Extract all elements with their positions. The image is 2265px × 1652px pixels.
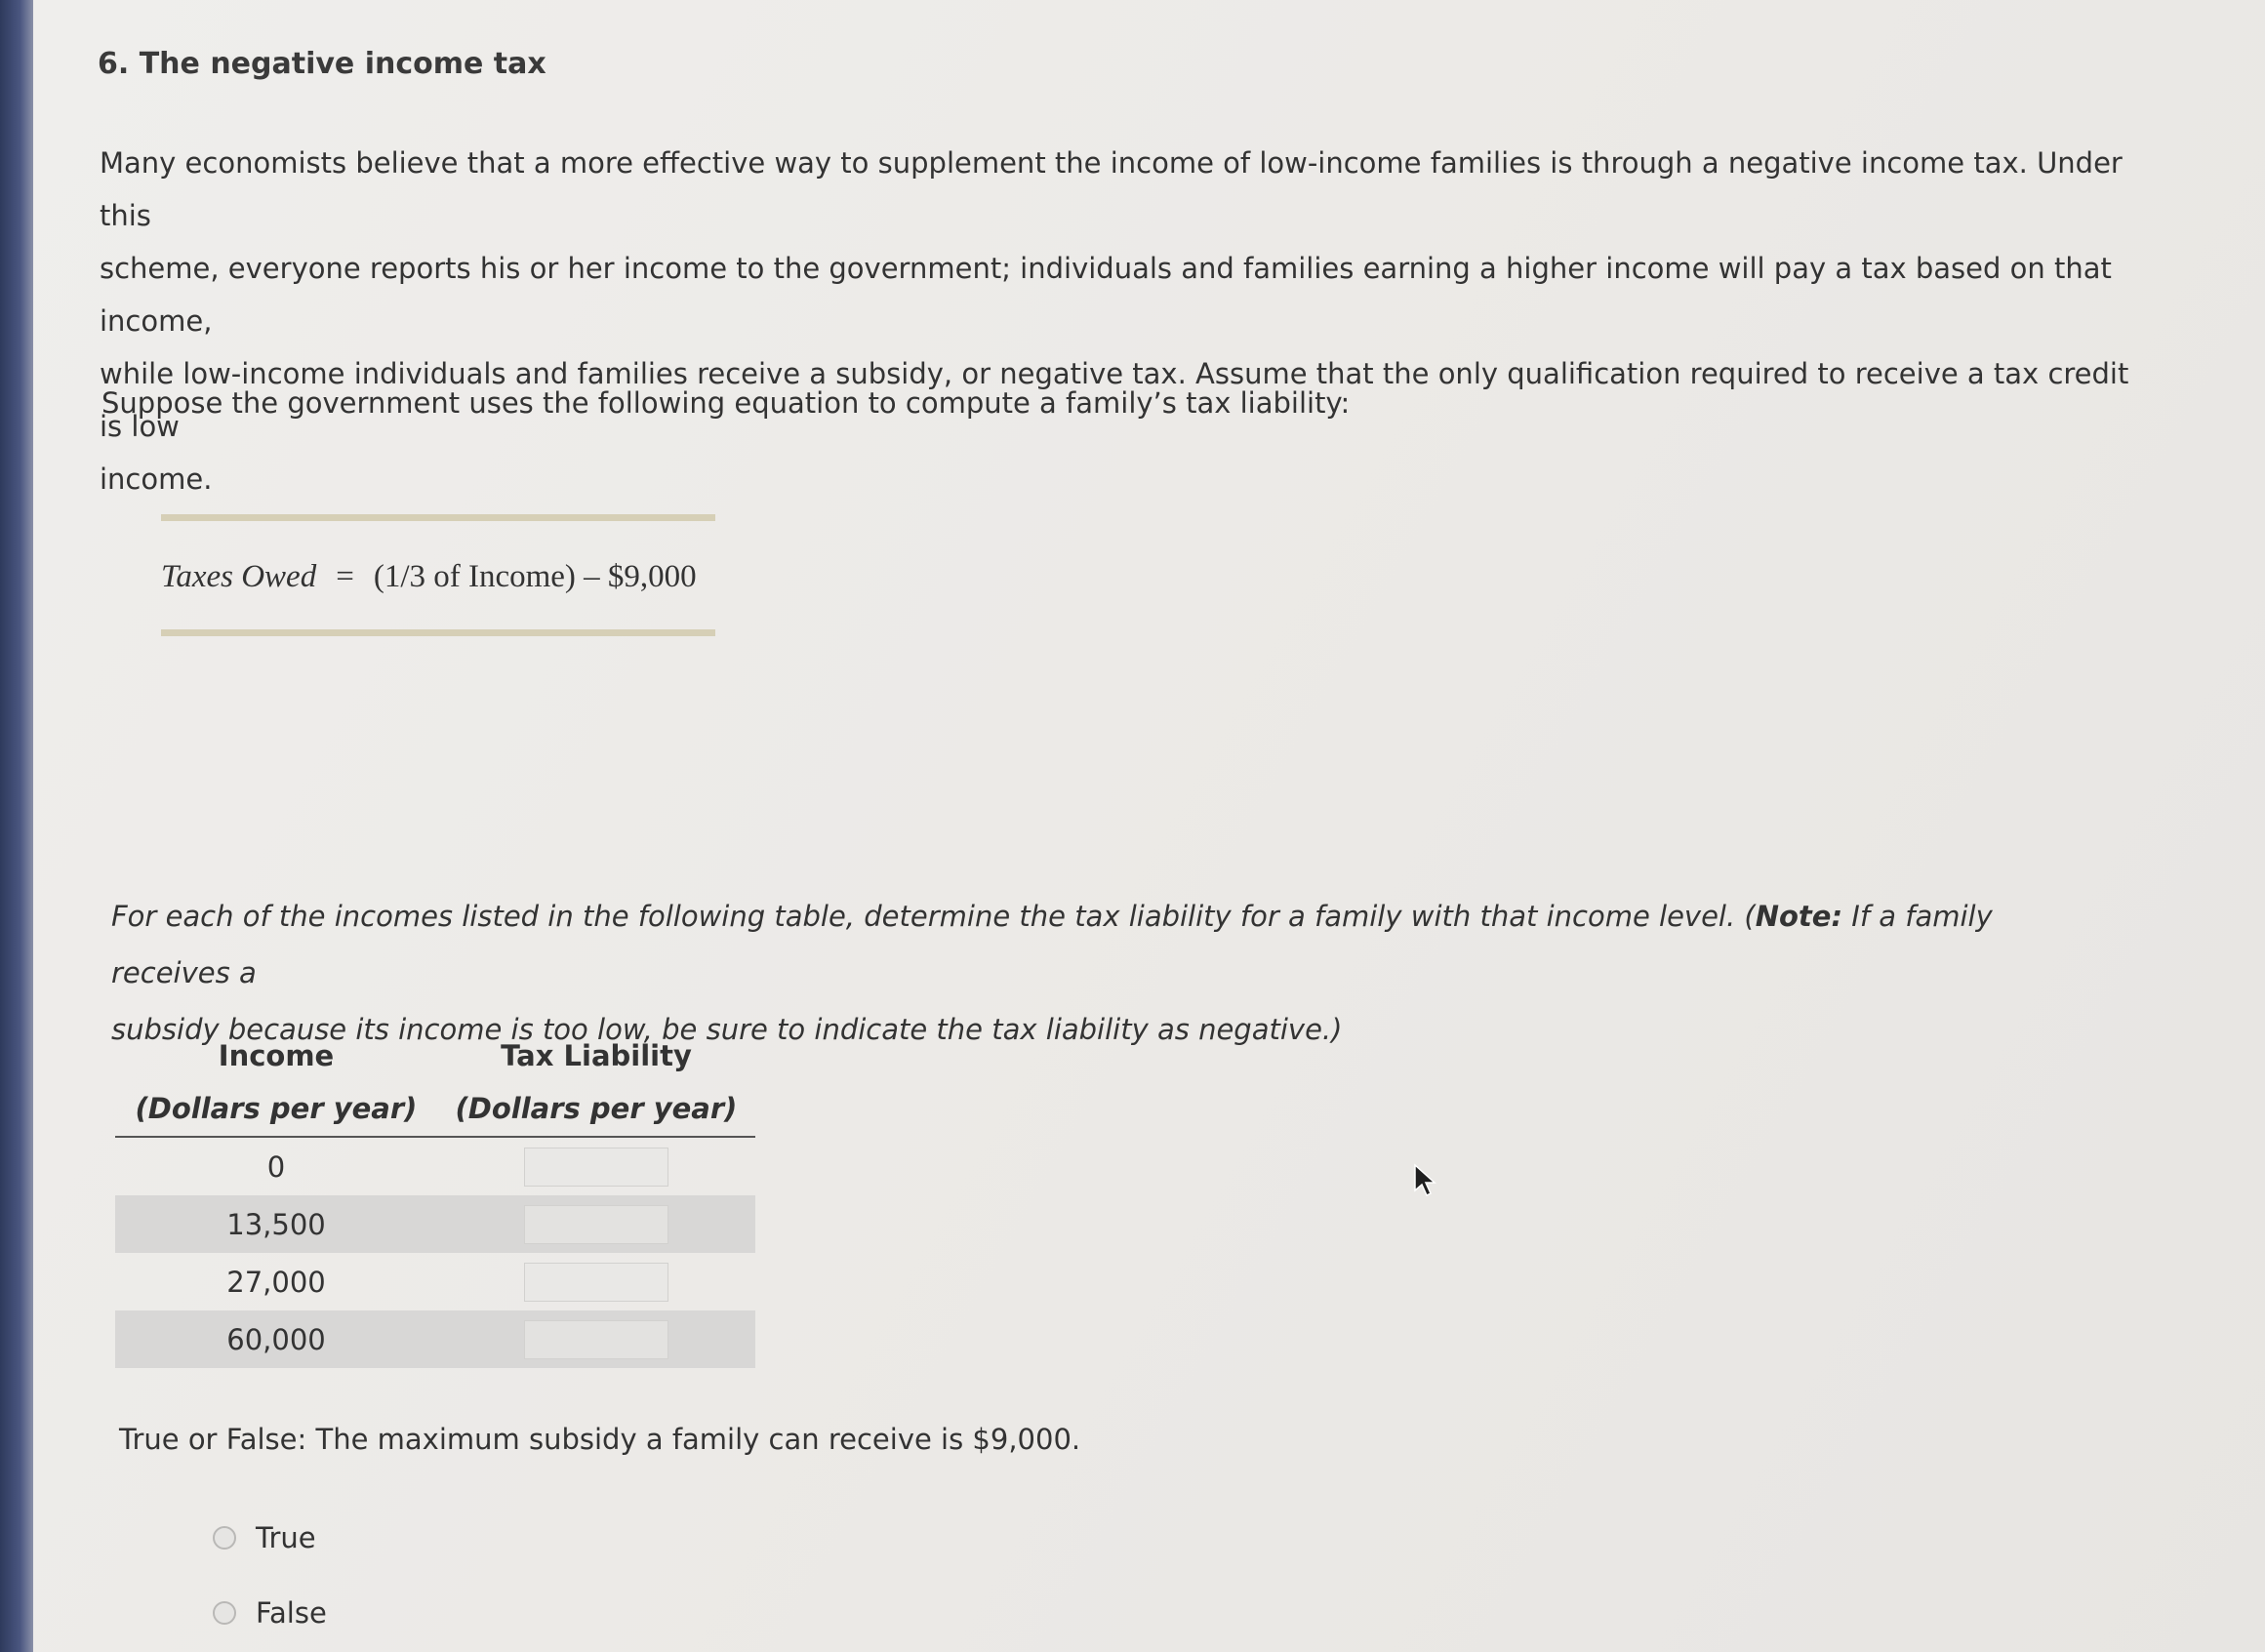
intro-line: scheme, everyone reports his or her income to the government; individuals and families earning a higher income will pay a tax based on that income, [100,252,2112,338]
tax-unit-header: (Dollars per year) [455,1092,738,1125]
tax-liability-input[interactable] [524,1320,668,1359]
tax-liability-input[interactable] [524,1148,668,1187]
equation-top-rule [161,514,715,521]
false-option[interactable] [213,1596,327,1630]
radio-button-icon[interactable] [213,1526,236,1550]
income-unit-header: (Dollars per year) [135,1092,418,1125]
table-row [115,1253,755,1310]
tax-liability-input[interactable] [524,1263,668,1302]
equation-text [161,559,697,595]
income-cell: 13,500 [226,1207,326,1241]
income-cell: 0 [266,1149,286,1184]
screen-left-edge [0,0,33,1652]
intro-paragraph [100,137,2139,505]
tax-cell [437,1205,755,1244]
income-cell: 27,000 [226,1265,326,1299]
note-label: Note: [1755,900,1843,933]
equation-lhs: Taxes Owed [161,559,317,594]
intro-line: while low-income individuals and families receive a subsidy, or negative tax. Assume that the only qualification required to receive a tax credit is low [100,357,2129,443]
instructions-note-text: If a family receives a [111,900,1993,989]
intro-line: income. [100,463,213,496]
table-header-row [115,1030,755,1081]
equation-bottom-rule [161,629,715,636]
equation-rhs: (1/3 of Income) – $9,000 [373,559,697,594]
radio-button-icon[interactable] [213,1601,236,1625]
instructions-text: For each of the incomes listed in the following table, determine the tax liability for a family with that income level. ( [111,900,1756,933]
true-false-question: True or False: The maximum subsidy a family can receive is $9,000. [119,1423,1081,1456]
intro-line: Many economists believe that a more effective way to supplement the income of low-income families is through a negative income tax. Under this [100,146,2123,232]
tax-liability-table [115,1030,755,1368]
table-row [115,1310,755,1368]
tax-cell [437,1263,755,1302]
instructions-line-1 [111,888,2063,1001]
equation-equals: = [336,559,354,594]
suppose-text: Suppose the government uses the following equation to compute a family’s tax liability: [101,386,1351,420]
table-row [115,1138,755,1195]
income-cell: 60,000 [226,1322,326,1356]
tax-liability-header: Tax Liability [501,1039,692,1072]
mouse-pointer-icon [1413,1163,1438,1198]
tax-liability-input[interactable] [524,1205,668,1244]
question-title: 6. The negative income tax [98,47,546,81]
income-header: Income [218,1039,335,1072]
table-row [115,1195,755,1253]
true-option[interactable] [213,1521,316,1554]
false-option-label[interactable]: False [256,1596,327,1630]
tax-cell [437,1320,755,1359]
instructions-line-2: subsidy because its income is too low, be sure to indicate the tax liability as negative.) [111,1013,1343,1046]
tax-equation [161,514,715,639]
true-option-label[interactable]: True [256,1521,316,1554]
tax-cell [437,1148,755,1187]
table-unit-row [115,1081,755,1136]
